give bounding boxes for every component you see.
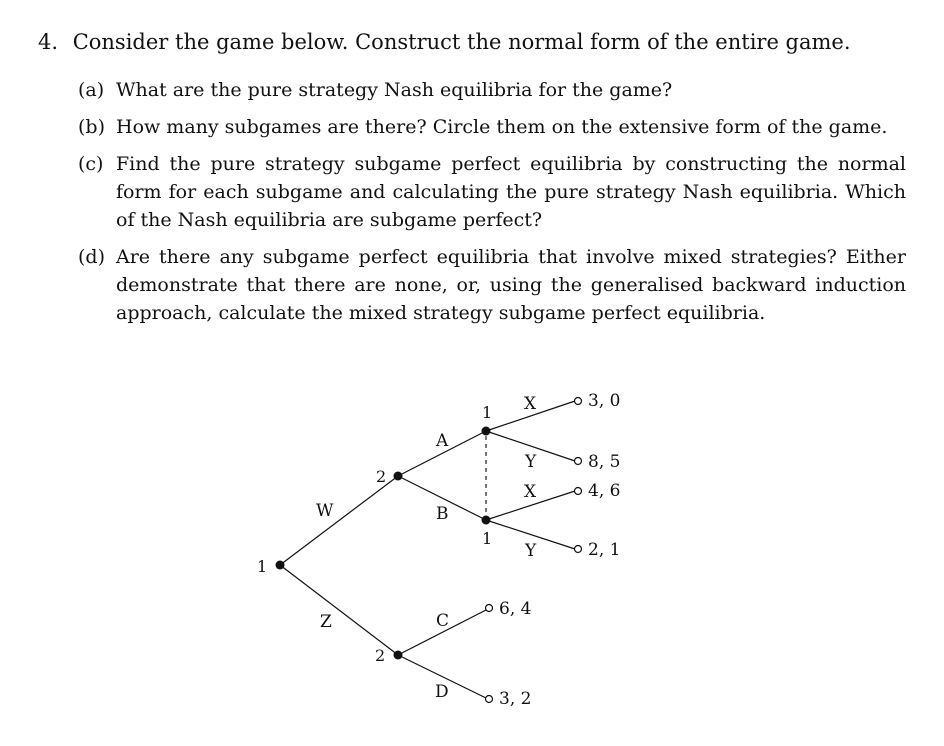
action-label-W: W: [316, 501, 334, 521]
root-node: [276, 561, 285, 570]
payoff-label-C: 6, 4: [499, 599, 532, 619]
action-label-bottom-X: X: [524, 482, 537, 502]
terminal-node-AY: [575, 458, 582, 465]
action-label-top-X: X: [524, 394, 537, 414]
part-c-label: (c): [78, 153, 104, 175]
question-stem-text: Consider the game below. Construct the normal form of the entire game.: [72, 30, 851, 54]
action-label-C: C: [436, 611, 450, 631]
action-label-Z: Z: [320, 612, 332, 632]
question-number: 4.: [38, 30, 59, 54]
edge-Z: [280, 565, 398, 655]
root-player-label: 1: [257, 557, 268, 576]
part-a-text: What are the pure strategy Nash equilibria for the game?: [116, 79, 673, 101]
action-label-bottom-Y: Y: [525, 541, 537, 561]
action-label-A: A: [436, 431, 449, 451]
payoff-label-AX: 3, 0: [588, 391, 621, 411]
part-b-text: How many subgames are there? Circle them on the extensive form of the game.: [116, 116, 888, 138]
part-c-text: Find the pure strategy subgame perfect equilibria by constructing the normal form for each subgame and calculating the pure strategy Nash equilibria. Which of the Nash equilibria are subgame perfect?: [116, 153, 906, 231]
info-set-top-player-label: 1: [482, 403, 493, 422]
lower-node-player-label: 2: [375, 646, 386, 665]
terminal-node-C: [486, 605, 493, 612]
part-d-label: (d): [78, 246, 105, 268]
action-label-top-Y: Y: [525, 452, 537, 472]
payoff-label-BY: 2, 1: [588, 540, 621, 560]
info-set-bottom-player-label: 1: [482, 529, 493, 548]
info-set-bottom-node: [482, 516, 491, 525]
action-label-D: D: [435, 682, 449, 702]
part-d-text: Are there any subgame perfect equilibria that involve mixed strategies? Either demonstrate that there are none, or, using the generalised backward induction approach, calculate the mixed strategy subgame perfect equilibria.: [116, 246, 906, 324]
edge-W: [280, 476, 398, 565]
terminal-node-BY: [575, 546, 582, 553]
upper-node-player-label: 2: [376, 467, 387, 486]
terminal-node-BX: [575, 488, 582, 495]
terminal-node-D: [486, 696, 493, 703]
payoff-label-BX: 4, 6: [588, 481, 621, 501]
payoff-label-D: 3, 2: [499, 689, 532, 709]
part-a-label: (a): [78, 79, 105, 101]
action-label-B: B: [436, 504, 449, 524]
payoff-label-AY: 8, 5: [588, 452, 621, 472]
upper-decision-node: [394, 472, 403, 481]
info-set-top-node: [482, 427, 491, 436]
terminal-node-AX: [575, 398, 582, 405]
part-b-label: (b): [78, 116, 105, 138]
lower-decision-node: [394, 651, 403, 660]
